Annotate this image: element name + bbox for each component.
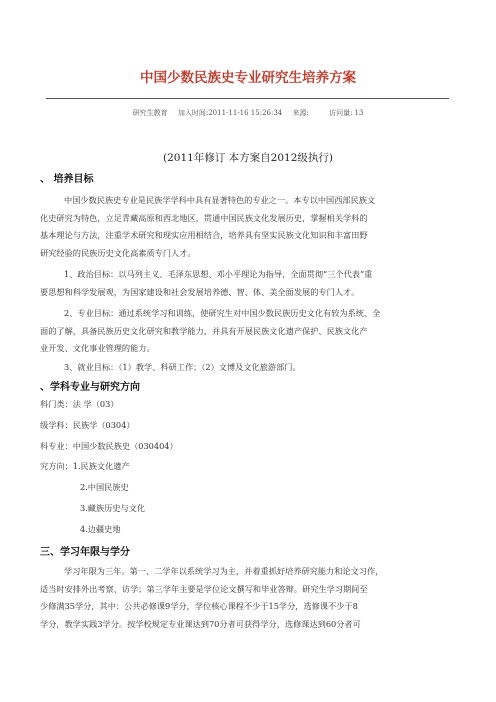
research-direction: 究方向：1.民族文化遗产 [40, 461, 130, 471]
goals-line: 基本理论与方法，注重学术研究和现实应用相结合，培养具有坚实民族文化知识和丰富田野 [40, 230, 368, 240]
professional-goal-line: 业开发、文化事业管理的能力。 [40, 343, 155, 353]
duration-line: 学分，教学实践3学分。按学校规定专业课达到70分者可获得学分，选修课达到60分者可 [40, 618, 361, 629]
title-divider [46, 98, 449, 99]
professional-goal [40, 305, 380, 358]
goals-line: 研究经验的民族历史文化高素质专门人才。 [40, 247, 196, 258]
meta-added-label: 加入时间: [177, 109, 209, 117]
section-heading-discipline: 、学科专业与研究方向 [40, 382, 140, 393]
research-direction-item: 4.边疆史地 [80, 524, 121, 534]
goals-paragraph [40, 192, 375, 262]
discipline-category: 科门类：法 学（03） [40, 399, 119, 409]
meta-from-label: 来源: [292, 109, 309, 117]
first-level-discipline: 级学科：民族学（0304） [40, 420, 135, 430]
duration-paragraph [40, 563, 383, 633]
article-meta [0, 108, 496, 118]
section-heading-goals: 、 培养目标 [40, 174, 94, 185]
meta-added-value: 2011-11-16 15:26:34 [208, 109, 283, 117]
employment-goal: 3、就业目标：（1）教学、科研工作；（2）文博及文化旅游部门。 [64, 362, 301, 372]
research-direction-item: 3.藏族历史与文化 [80, 503, 146, 513]
duration-line: 少修满35学分，其中：公共必修课9学分，学位核心课程不少于15学分，选修课不少于8 [40, 601, 358, 611]
goals-line: 中国少数民族史专业是民族学学科中具有显著特色的专业之一。本专以中国西部民族文 [64, 195, 376, 205]
professional-goal-line: 面的了解，具备民族历史文化研究和教学能力，并具有开展民族文化遗产保护、民族文化产 [40, 325, 368, 336]
professional-goal-line: 2、专业目标：通过系统学习和训练，使研究生对中国少数民族历史文化有较为系统、全 [64, 308, 381, 318]
page-title: 中国少数民族史专业研究生培养方案 [140, 70, 356, 86]
research-direction-item: 2.中国民族史 [80, 482, 129, 492]
meta-visits-label: 访问量: [329, 109, 353, 117]
political-goal-line: 1、政治目标：以马列主义、毛泽东思想、邓小平理论为指导，全面贯彻“三个代表”重 [64, 269, 373, 279]
meta-visits-value: 13 [354, 109, 364, 117]
political-goal [40, 266, 372, 301]
page-subtitle: (2011年修订 本方案自2012级执行) [163, 152, 333, 164]
goals-line: 化史研究为特色，立足青藏高原和西北地区，贯通中国民族文化发展历史，掌握相关学科的 [40, 212, 368, 223]
duration-line: 适当时安排外出考察、访学；第三学年主要是学位论文撰写和毕业答辩。研究生学习期间至 [40, 583, 368, 594]
meta-source[interactable]: 研究生教育 [132, 109, 168, 117]
political-goal-line: 要思想和科学发展观，为国家建设和社会发展培养德、智、体、美全面发展的专门人才。 [40, 286, 360, 297]
discipline-major: 科专业：中国少数民族史（030404） [40, 441, 178, 451]
duration-line: 学习年限为三年。第一、二学年以系统学习为主，并着重抓好培养研究能力和论文习作， [64, 566, 384, 576]
section-heading-duration: 三、学习年限与学分 [40, 547, 130, 558]
